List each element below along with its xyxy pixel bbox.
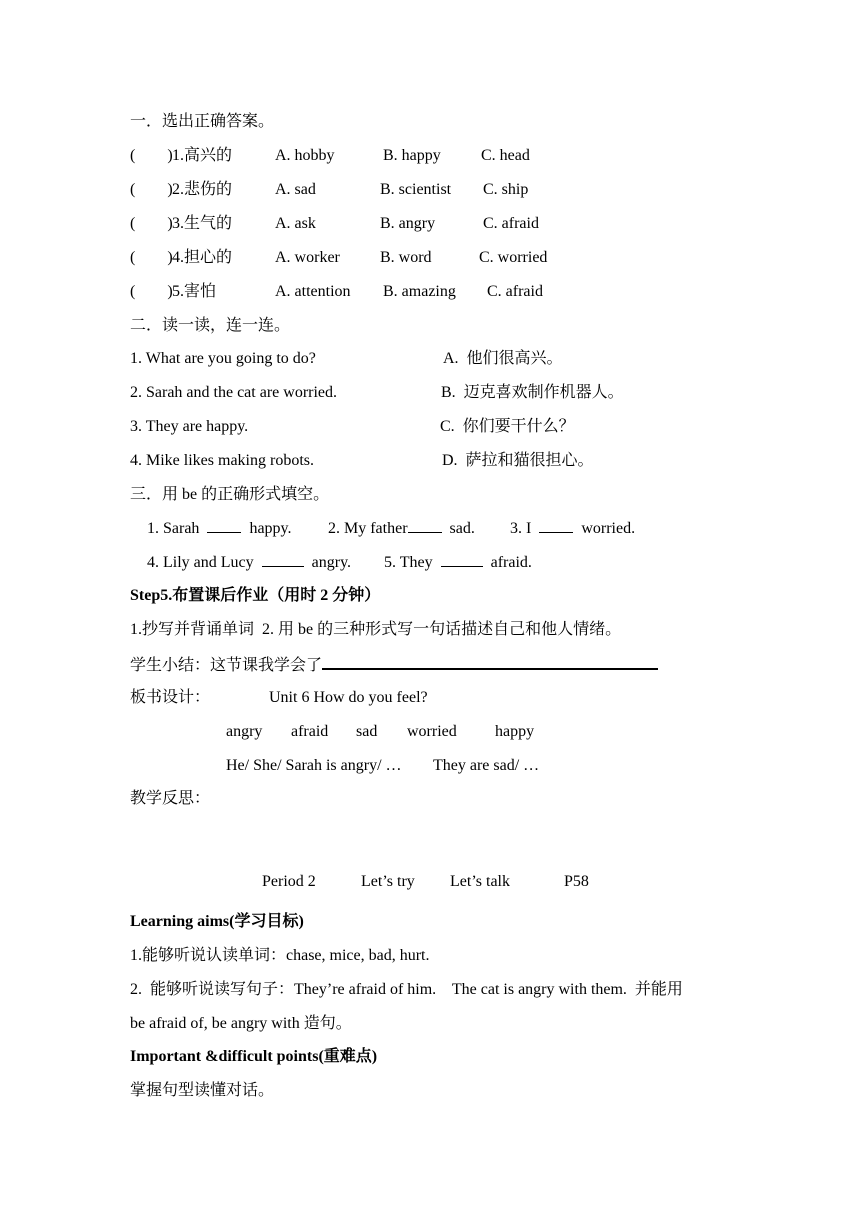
reflection-label: 教学反思： <box>130 790 211 807</box>
aims-heading: Learning aims(学习目标) <box>130 913 304 930</box>
period-title-part: Let’s try <box>361 873 415 890</box>
summary-answer-line[interactable] <box>322 654 658 670</box>
fill-blank[interactable] <box>207 518 241 533</box>
question-stem: 3.生气的 <box>172 215 233 232</box>
match-left-item[interactable]: 2. Sarah and the cat are worried. <box>130 384 338 401</box>
fill-item <box>510 518 635 539</box>
period-title-part: P58 <box>564 873 589 890</box>
answer-bracket[interactable]: ( ) <box>130 249 173 266</box>
option-c: C. ship <box>483 181 529 198</box>
option-a: A. sad <box>275 181 316 198</box>
fill-item <box>147 518 292 539</box>
section2-heading: 二．读一读，连一连。 <box>130 317 291 334</box>
question-stem: 1.高兴的 <box>172 147 233 164</box>
fill-item <box>328 518 475 539</box>
aims-line: be afraid of, be angry with 造句。 <box>130 1015 352 1032</box>
option-b: B. word <box>380 249 432 266</box>
question-stem: 4.担心的 <box>172 249 233 266</box>
option-a: A. attention <box>275 283 351 300</box>
section1-heading: 一．选出正确答案。 <box>130 113 275 130</box>
board-word: happy <box>495 723 535 740</box>
answer-bracket[interactable]: ( ) <box>130 215 173 232</box>
fill-blank[interactable] <box>539 518 573 533</box>
option-c: C. head <box>481 147 530 164</box>
fill-blank[interactable] <box>408 518 442 533</box>
match-right-item[interactable]: A. 他们很高兴。 <box>443 350 563 367</box>
fill-blank[interactable] <box>441 552 483 567</box>
answer-bracket[interactable]: ( ) <box>130 283 173 300</box>
board-unit-title: Unit 6 How do you feel? <box>269 689 428 706</box>
answer-bracket[interactable]: ( ) <box>130 147 173 164</box>
match-right-item[interactable]: C. 你们要干什么？ <box>440 418 575 435</box>
fill-item-after: afraid. <box>486 554 532 571</box>
match-right-item[interactable]: B. 迈克喜欢制作机器人。 <box>441 384 624 401</box>
option-c: C. worried <box>479 249 548 266</box>
question-stem: 5.害怕 <box>172 283 217 300</box>
match-right-item[interactable]: D. 萨拉和猫很担心。 <box>442 452 594 469</box>
option-a: A. hobby <box>275 147 335 164</box>
period-title-part: Let’s talk <box>450 873 510 890</box>
fill-item-before: 5. They <box>384 554 437 571</box>
fill-item-after: worried. <box>577 520 636 537</box>
board-word: worried <box>407 723 457 740</box>
fill-item-before: 2. My father <box>328 520 408 537</box>
answer-bracket[interactable]: ( ) <box>130 181 173 198</box>
fill-blank[interactable] <box>262 552 304 567</box>
points-line: 掌握句型读懂对话。 <box>130 1082 275 1099</box>
aims-line: 2. 能够听说读写句子：They’re afraid of him. The cat is angry with them. 并能用 <box>130 981 683 998</box>
option-b: B. angry <box>380 215 436 232</box>
match-left-item[interactable]: 1. What are you going to do? <box>130 350 316 367</box>
option-a: A. ask <box>275 215 316 232</box>
board-word: afraid <box>291 723 329 740</box>
fill-item <box>147 552 351 573</box>
period-title-part: Period 2 <box>262 873 316 890</box>
fill-item-before: 3. I <box>510 520 536 537</box>
board-word: angry <box>226 723 263 740</box>
option-b: B. scientist <box>380 181 452 198</box>
board-word: sad <box>356 723 378 740</box>
option-c: C. afraid <box>483 215 539 232</box>
step5-heading: Step5.布置课后作业（用时 2 分钟） <box>130 587 381 604</box>
fill-item-before: 1. Sarah <box>147 520 204 537</box>
fill-item-after: sad. <box>445 520 475 537</box>
student-summary <box>130 654 658 676</box>
match-left-item[interactable]: 3. They are happy. <box>130 418 249 435</box>
option-b: B. amazing <box>383 283 456 300</box>
fill-item <box>384 552 532 573</box>
board-label: 板书设计： <box>130 689 211 706</box>
summary-label: 学生小结：这节课我学会了 <box>130 657 323 674</box>
points-heading: Important &difficult points(重难点) <box>130 1048 378 1065</box>
option-c: C. afraid <box>487 283 543 300</box>
fill-item-after: happy. <box>245 520 292 537</box>
fill-item-after: angry. <box>307 554 352 571</box>
board-sentence: They are sad/ … <box>433 757 540 774</box>
section3-heading: 三．用 be 的正确形式填空。 <box>130 486 330 503</box>
option-b: B. happy <box>383 147 441 164</box>
option-a: A. worker <box>275 249 340 266</box>
board-sentence: He/ She/ Sarah is angry/ … <box>226 757 402 774</box>
question-stem: 2.悲伤的 <box>172 181 233 198</box>
fill-item-before: 4. Lily and Lucy <box>147 554 258 571</box>
step5-tasks: 1.抄写并背诵单词 2. 用 be 的三种形式写一句话描述自己和他人情绪。 <box>130 621 622 638</box>
aims-line: 1.能够听说认读单词：chase, mice, bad, hurt. <box>130 947 430 964</box>
match-left-item[interactable]: 4. Mike likes making robots. <box>130 452 314 469</box>
